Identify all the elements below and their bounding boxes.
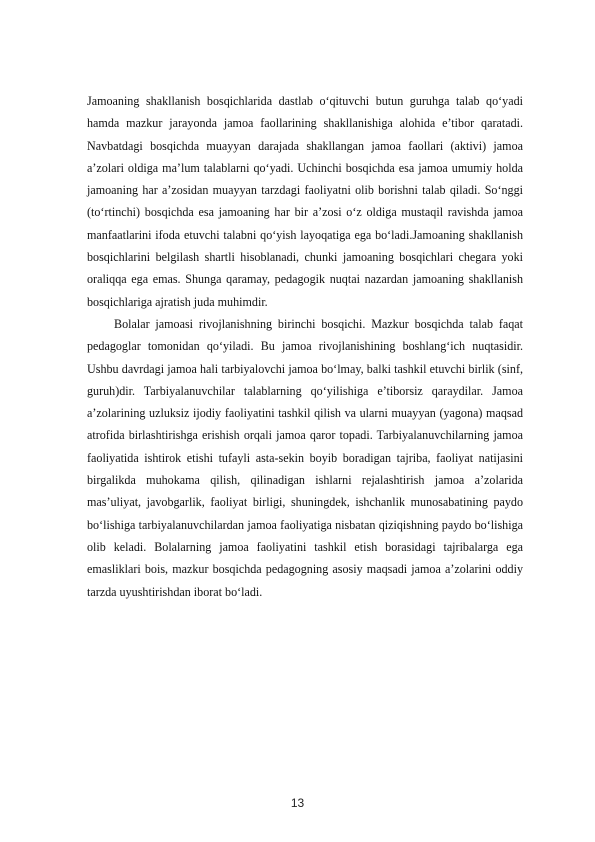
page-number: 13 bbox=[290, 796, 305, 810]
paragraph-stages-of-collective: Jamoaning shakllanish bosqichlarida dastlab o‘qituvchi butun guruhga talab qo‘yadi hamda mazkur jarayonda jamoa faollarining shakllanishiga alohida e’tibor qaratadi. Navbatdagi bosqichda muayyan darajada shakllangan jamoa faollari (aktivi) jamoa a’zolari oldiga ma’lum talablarni qo‘yadi. Uchinchi bosqichda esa jamoa umumiy holda jamoaning har a’zosidan muayyan tarzdagi faoliyatni olib borishni talab qiladi. So‘nggi (to‘rtinchi) bosqichda esa jamoaning har bir a’zosi o‘z oldiga mustaqil ravishda jamoa manfaatlarini ifoda etuvchi talabni qo‘yish layoqatiga ega bo‘ladi.Jamoaning shakllanish bosqichlarini belgilash shartli hisoblanadi, chunki jamoaning bosqichlari chegara yoki oraliqqa ega emas. Shunga qaramay, pedagogik nuqtai nazardan jamoaning shakllanish bosqichlariga ajratish juda muhimdir. bbox=[87, 94, 523, 309]
paragraph-first-stage: Bolalar jamoasi rivojlanishning birinchi bosqichi. Mazkur bosqichda talab faqat pedagoglar tomonidan qo‘yiladi. Bu jamoa rivojlanishining boshlang‘ich nuqtasidir. Ushbu davrdagi jamoa hali tarbiyalovchi jamoa bo‘lmay, balki tashkil etuvchi birlik (sinf, guruh)dir. Tarbiyalanuvchilar talablarning qo‘yilishiga e’tiborsiz qaraydilar. Jamoa a’zolarining uzluksiz ijodiy faoliyatini tashkil qilish va ularni muayyan (yagona) maqsad atrofida birlashtirishga erishish orqali jamoa qaror topadi. Tarbiyalanuvchilarning jamoa faoliyatida ishtirok etishi tufayli asta-sekin boyib boradigan tajriba, faoliyat natijasini birgalikda muhokama qilish, qilinadigan ishlarni rejalashtirish jamoa a’zolarida mas’uliyat, javobgarlik, faoliyat birligi, shuningdek, ishchanlik munosabatining paydo bo‘lishiga tarbiyalanuvchilardan jamoa faoliyatiga nisbatan qiziqishning paydo bo‘lishiga olib keladi. Bolalarning jamoa faoliyatini tashkil etish borasidagi tajribalarga ega emasliklari bois, mazkur bosqichda pedagogning asosiy maqsadi jamoa a’zolarini oddiy tarzda uyushtirishdan iborat bo‘ladi. bbox=[87, 316, 523, 599]
body-text bbox=[87, 90, 523, 603]
